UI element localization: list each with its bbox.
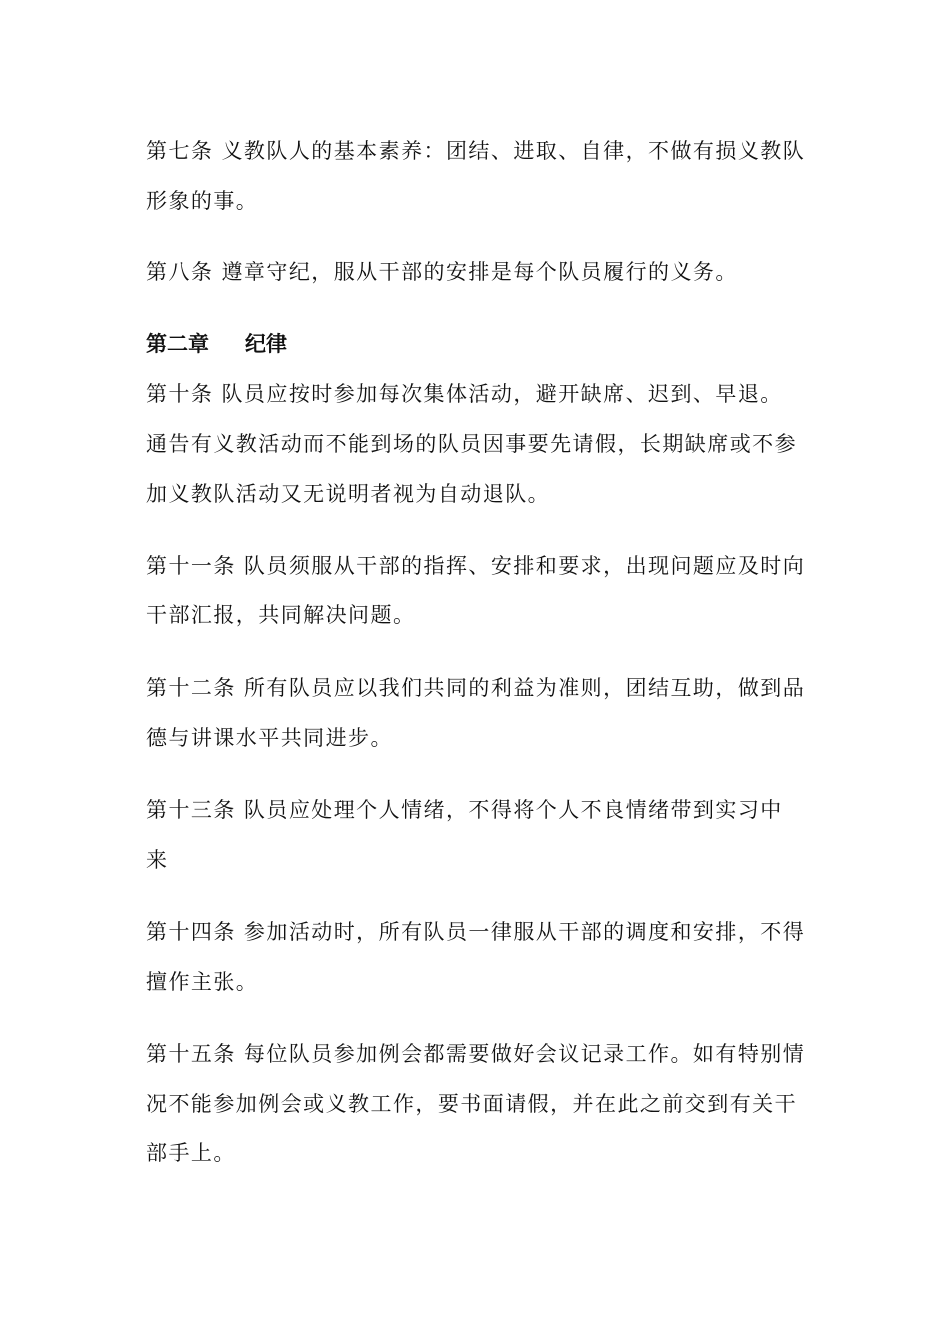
article-line: 第十条 队员应按时参加每次集体活动，避开缺席、迟到、早退。 <box>146 382 783 406</box>
article-line: 第七条 义教队人的基本素养：团结、进取、自律，不做有损义教队 <box>146 139 806 163</box>
article-line: 来 <box>146 848 169 872</box>
article-line: 干部汇报，共同解决问题。 <box>146 603 416 627</box>
article-line: 擅作主张。 <box>146 970 259 994</box>
article-line: 况不能参加例会或义教工作，要书面请假，并在此之前交到有关干 <box>146 1092 798 1116</box>
chapter-heading <box>146 334 287 355</box>
article-line: 第十五条 每位队员参加例会都需要做好会议记录工作。如有特别情 <box>146 1042 806 1066</box>
article-line: 第十三条 队员应处理个人情绪，不得将个人不良情绪带到实习中 <box>146 798 783 822</box>
article-line: 第八条 遵章守纪，服从干部的安排是每个队员履行的义务。 <box>146 260 738 284</box>
chapter-title: 纪律 <box>245 332 287 356</box>
article-line: 通告有义教活动而不能到场的队员因事要先请假，长期缺席或不参 <box>146 432 798 456</box>
article-line: 第十四条 参加活动时，所有队员一律服从干部的调度和安排，不得 <box>146 920 806 944</box>
article-line: 德与讲课水平共同进步。 <box>146 726 393 750</box>
article-line: 第十一条 队员须服从干部的指挥、安排和要求，出现问题应及时向 <box>146 554 806 578</box>
chapter-number: 第二章 <box>146 332 209 356</box>
article-line: 加义教队活动又无说明者视为自动退队。 <box>146 482 551 506</box>
article-line: 部手上。 <box>146 1141 236 1165</box>
article-line: 形象的事。 <box>146 189 259 213</box>
article-line: 第十二条 所有队员应以我们共同的利益为准则，团结互助，做到品 <box>146 676 806 700</box>
